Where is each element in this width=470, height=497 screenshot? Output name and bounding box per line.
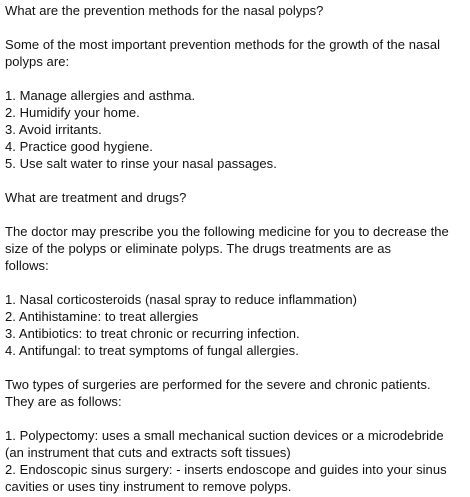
treatment-intro-line: size of the polyps or eliminate polyps. The drugs treatments are as	[5, 241, 392, 256]
surgery-item: 1. Polypectomy: uses a small mechanical suction devices or a microdebride	[5, 428, 444, 443]
surgery-item: 2. Endoscopic sinus surgery: - inserts endoscope and guides into your sinus	[5, 462, 447, 477]
prevention-item: 5. Use salt water to rinse your nasal passages.	[5, 156, 277, 171]
surgery-intro-line: Two types of surgeries are performed for the severe and chronic patients.	[5, 377, 431, 392]
treatment-intro-line: follows:	[5, 258, 49, 273]
drug-item: 1. Nasal corticosteroids (nasal spray to reduce inflammation)	[5, 292, 358, 307]
paragraph-gap	[5, 206, 467, 223]
heading-treatment: What are treatment and drugs?	[5, 190, 187, 205]
prevention-intro-line: polyps are:	[5, 54, 70, 69]
surgery-list	[5, 427, 467, 495]
article-body	[5, 0, 467, 495]
drug-item: 2. Antihistamine: to treat allergies	[5, 309, 199, 324]
heading-prevention: What are the prevention methods for the nasal polyps?	[5, 3, 324, 18]
prevention-intro	[5, 36, 467, 70]
treatment-intro	[5, 223, 467, 274]
prevention-item: 1. Manage allergies and asthma.	[5, 88, 196, 103]
paragraph-gap	[5, 70, 467, 87]
paragraph-gap	[5, 19, 467, 36]
paragraph-gap	[5, 172, 467, 189]
paragraph-gap	[5, 274, 467, 291]
prevention-list	[5, 87, 467, 172]
treatment-intro-line: The doctor may prescribe you the following medicine for you to decrease the	[5, 224, 449, 239]
prevention-intro-line: Some of the most important prevention methods for the growth of the nasal	[5, 37, 441, 52]
drug-list	[5, 291, 467, 359]
prevention-item: 3. Avoid irritants.	[5, 122, 102, 137]
prevention-item: 4. Practice good hygiene.	[5, 139, 153, 154]
paragraph-gap	[5, 410, 467, 427]
surgery-intro	[5, 376, 467, 410]
paragraph-gap	[5, 359, 467, 376]
drug-item: 3. Antibiotics: to treat chronic or recurring infection.	[5, 326, 300, 341]
surgery-item: (an instrument that cuts and extracts soft tissues)	[5, 445, 291, 460]
prevention-item: 2. Humidify your home.	[5, 105, 140, 120]
drug-item: 4. Antifungal: to treat symptoms of fungal allergies.	[5, 343, 299, 358]
surgery-item: cavities or uses tiny instrument to remove polyps.	[5, 479, 292, 494]
surgery-intro-line: They are as follows:	[5, 394, 122, 409]
